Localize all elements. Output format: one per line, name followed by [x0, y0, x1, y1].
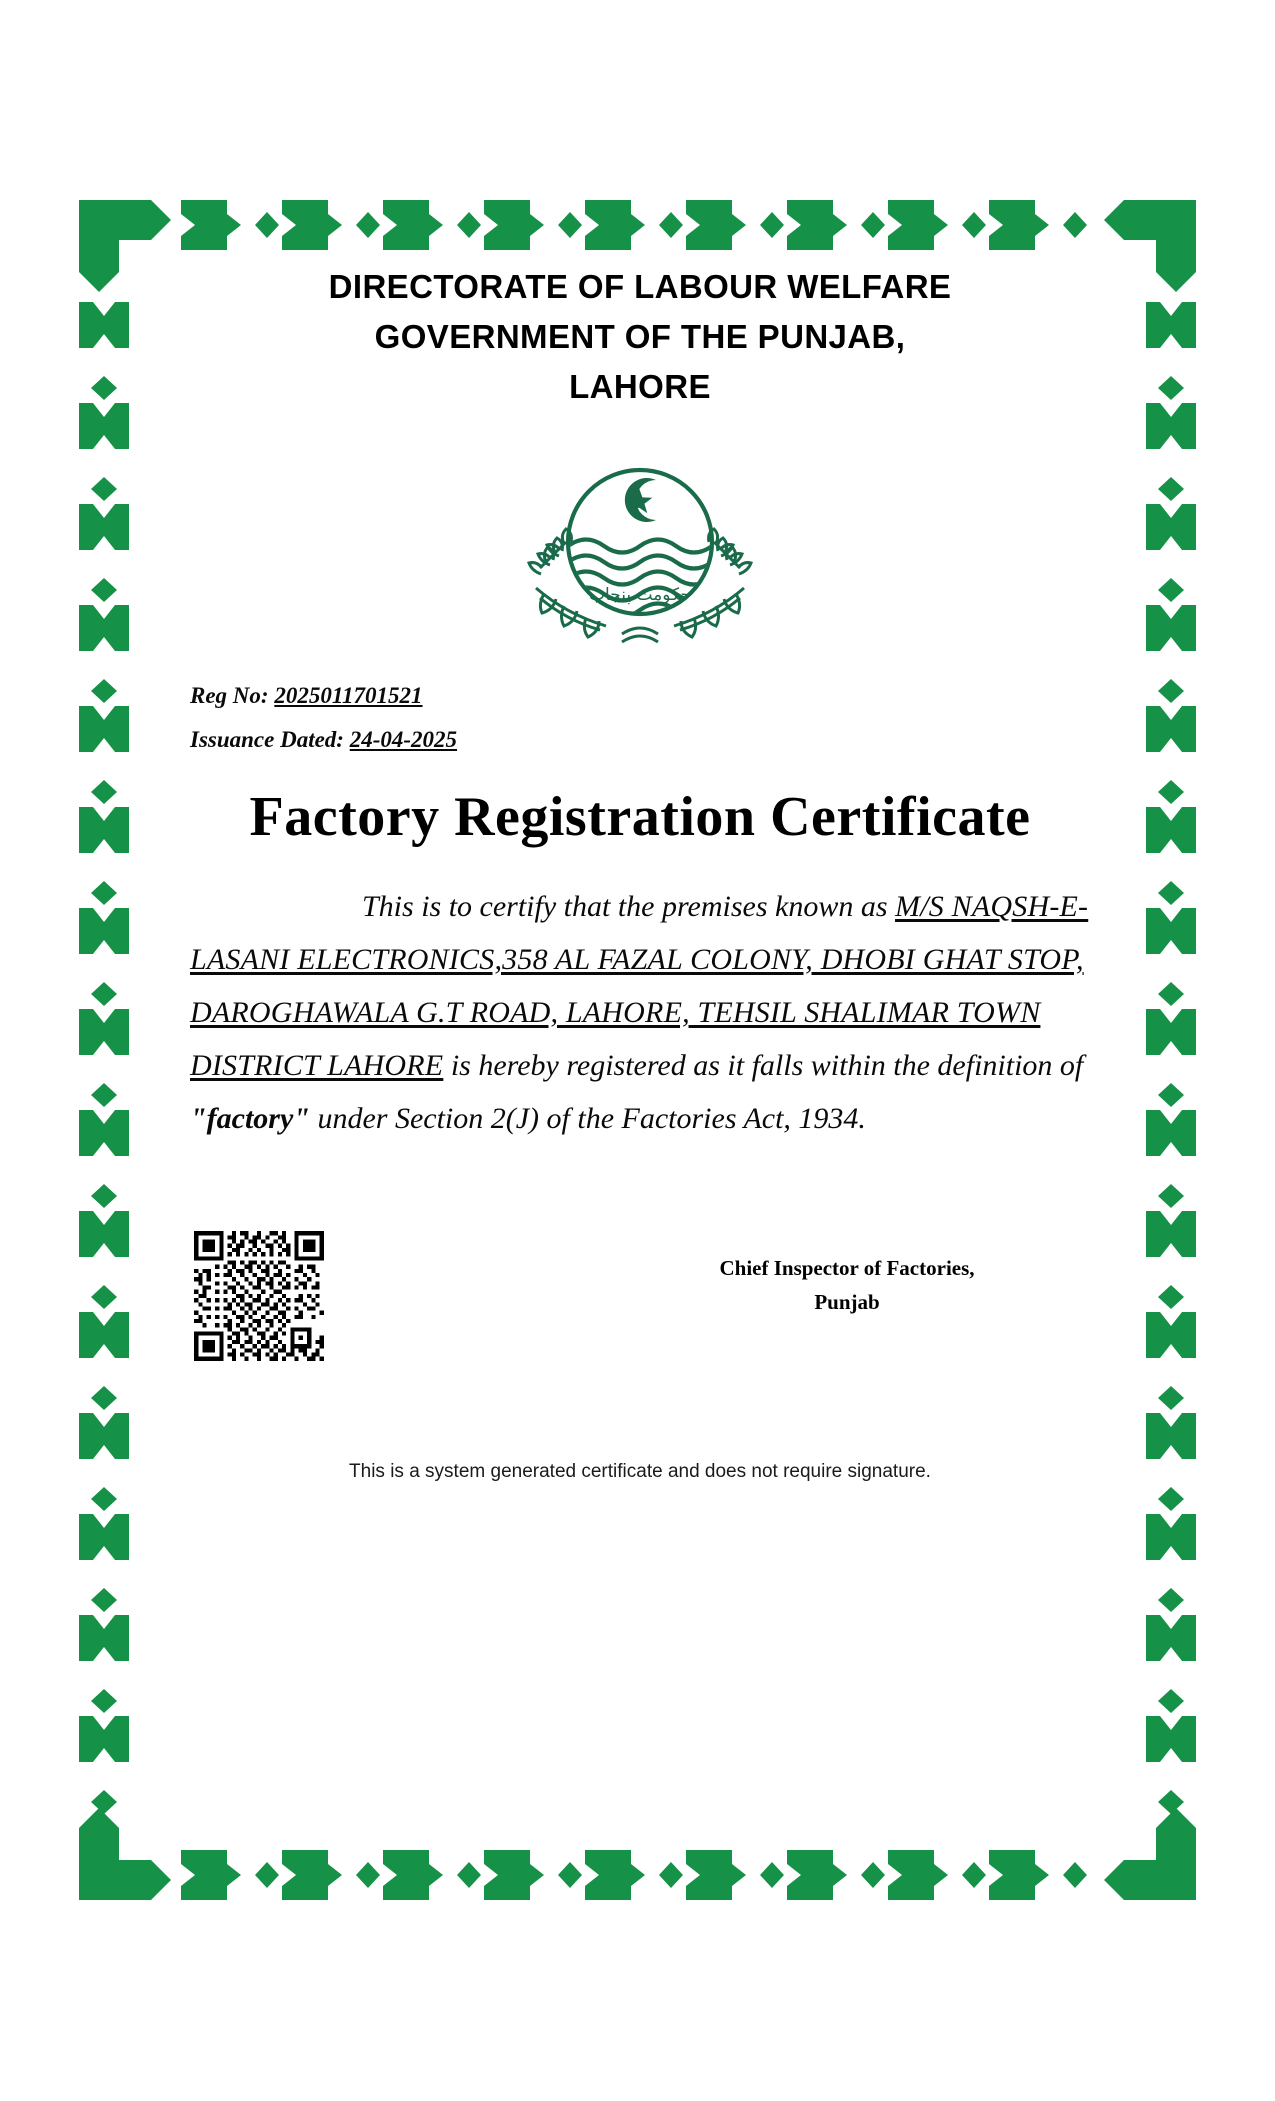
certificate-header — [190, 262, 1090, 412]
corner-bottom-right — [1104, 1808, 1196, 1900]
corner-top-left — [79, 200, 171, 292]
border-left-edge — [79, 302, 129, 1814]
government-of-punjab-emblem-icon — [510, 448, 770, 648]
reg-no-row — [190, 674, 1090, 718]
header-line-government: GOVERNMENT OF THE PUNJAB, — [374, 318, 906, 355]
registration-meta — [190, 674, 1090, 762]
reg-no-value: 2025011701521 — [274, 683, 423, 708]
emblem-urdu-caption: حکومت پنجاب — [589, 585, 691, 605]
signature-block — [632, 1251, 1062, 1319]
premises-name-and-address: M/S NAQSH-E-LASANI ELECTRONICS,358 AL FAZAL COLONY, DHOBI GHAT STOP, DAROGHAWALA G.T ROAD, LAHORE, TEHSIL SHALIMAR TOWN DISTRICT LAHORE — [190, 890, 1089, 1082]
body-tail-text: under Section 2(J) of the Factories Act, 1934. — [309, 1102, 866, 1135]
body-lead-text: This is to certify that the premises known as — [362, 890, 888, 923]
signature-and-qr-row — [190, 1227, 1090, 1407]
body-middle-text: is hereby registered as it falls within the definition of — [443, 1049, 1084, 1082]
header-line-directorate: DIRECTORATE OF LABOUR WELFARE — [328, 268, 952, 305]
signature-title-line2: Punjab — [814, 1290, 880, 1314]
verification-qr-code[interactable] — [190, 1227, 328, 1365]
certificate-title: Factory Registration Certificate — [249, 786, 1031, 848]
system-generated-note: This is a system generated certificate and does not require signature. — [349, 1461, 931, 1482]
border-top-edge — [181, 200, 1087, 250]
border-right-edge — [1146, 302, 1196, 1814]
emblem-container — [190, 448, 1090, 648]
factory-quoted-term: "factory" — [190, 1102, 310, 1135]
issuance-date-row — [190, 718, 1090, 762]
corner-top-right — [1104, 200, 1196, 292]
header-line-lahore: LAHORE — [569, 368, 711, 405]
signature-title-line1: Chief Inspector of Factories, — [719, 1256, 975, 1280]
issuance-date-value: 24-04-2025 — [349, 727, 458, 752]
corner-bottom-left — [79, 1808, 171, 1900]
certificate-content — [190, 262, 1090, 1842]
certificate-body-paragraph — [190, 880, 1090, 1145]
reg-no-label: Reg No: — [190, 683, 269, 708]
issuance-date-label: Issuance Dated: — [190, 727, 344, 752]
border-bottom-edge — [181, 1850, 1087, 1900]
